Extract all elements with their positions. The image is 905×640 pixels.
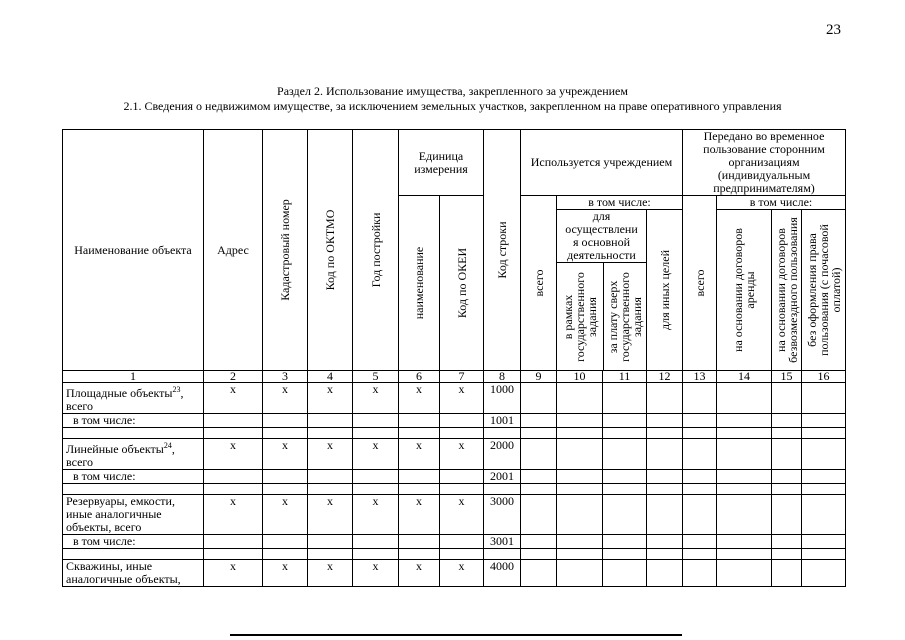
cell-x: x (204, 560, 263, 587)
cell-x: x (204, 495, 263, 535)
header-oktmo: Код по ОКТМО (308, 130, 353, 371)
header-line-code: Код строки (484, 130, 521, 371)
cell-x: x (399, 495, 440, 535)
cell-x: x (353, 560, 399, 587)
cell-x: x (440, 560, 484, 587)
header-unit: Единица измерения (399, 130, 484, 196)
col-num: 5 (353, 371, 399, 383)
table-row (63, 383, 846, 414)
cell-x: x (399, 560, 440, 587)
row-code: 1000 (484, 383, 521, 414)
header-unit-name: наименование (399, 196, 440, 371)
property-table (62, 129, 846, 587)
row-name: в том числе: (63, 470, 204, 484)
col-num: 12 (647, 371, 683, 383)
header-main-activity-group (557, 210, 647, 371)
table-row (63, 495, 846, 535)
table-row (63, 439, 846, 470)
col-num: 7 (440, 371, 484, 383)
header-used-incl: в том числе: (557, 196, 683, 210)
cell-x: x (353, 439, 399, 470)
header-address: Адрес (204, 130, 263, 371)
col-num: 3 (263, 371, 308, 383)
row-code: 3000 (484, 495, 521, 535)
page-number: 23 (826, 22, 841, 38)
header-transferred-incl: в том числе: (717, 196, 846, 210)
col-num: 14 (717, 371, 772, 383)
col-num: 11 (603, 371, 647, 383)
col-num: 10 (557, 371, 603, 383)
row-name: Линейные объекты$^{24}$, всего (63, 439, 204, 470)
cell-x: x (263, 495, 308, 535)
row-code: 2000 (484, 439, 521, 470)
row-name: в том числе: (63, 535, 204, 549)
col-num: 4 (308, 371, 353, 383)
table-row (63, 470, 846, 484)
cell-x: x (440, 439, 484, 470)
row-code: 4000 (484, 560, 521, 587)
subsection-title: 2.1. Сведения о недвижимом имуществе, за исключением земельных участков, закрепленном на праве оперативного управления (123, 99, 782, 113)
header-main-activity: для осуществлени я основной деятельности (557, 210, 646, 263)
header-transferred-total: всего (683, 196, 717, 371)
row-code: 1001 (484, 414, 521, 428)
cell-x: x (308, 439, 353, 470)
table-row (63, 414, 846, 428)
cell-x: x (440, 495, 484, 535)
col-num: 2 (204, 371, 263, 383)
col-num: 1 (63, 371, 204, 383)
row-name: Резервуары, емкости, иные аналогичные объекты, всего (63, 495, 204, 535)
row-code: 3001 (484, 535, 521, 549)
table-row (63, 535, 846, 549)
cell-x: x (308, 383, 353, 414)
cell-x: x (308, 495, 353, 535)
header-free-use: на основании договоров безвозмездного пользования (772, 210, 802, 371)
col-num: 15 (772, 371, 802, 383)
row-name: Скважины, иные аналогичные объекты, (63, 560, 204, 587)
header-name: Наименование объекта (63, 130, 204, 371)
cell-x: x (353, 495, 399, 535)
header-year: Год постройки (353, 130, 399, 371)
header-state-task: в рамках государственного задания (557, 263, 604, 370)
col-num: 9 (521, 371, 557, 383)
header-transferred: Передано во временное пользование сторонним организациям (индивидуальным предпринимателям) (683, 130, 846, 196)
header-okei: Код по ОКЕИ (440, 196, 484, 371)
header-used-total: всего (521, 196, 557, 371)
header-hourly: без оформления права пользования (с почасовой оплатой) (802, 210, 846, 371)
cell-x: x (399, 439, 440, 470)
cell-x: x (440, 383, 484, 414)
cell-x: x (263, 383, 308, 414)
cell-x: x (263, 560, 308, 587)
col-num: 6 (399, 371, 440, 383)
row-name: в том числе: (63, 414, 204, 428)
cell-x: x (204, 439, 263, 470)
header-used: Используется учреждением (521, 130, 683, 196)
cell-x: x (353, 383, 399, 414)
column-number-row (63, 371, 846, 383)
cell-x: x (263, 439, 308, 470)
cell-x: x (204, 383, 263, 414)
col-num: 16 (802, 371, 846, 383)
cell-x: x (308, 560, 353, 587)
table-row (63, 560, 846, 587)
col-num: 8 (484, 371, 521, 383)
header-lease: на основании договоров аренды (717, 210, 772, 371)
row-name: Площадные объекты$^{23}$, всего (63, 383, 204, 414)
header-cadastral: Кадастровый номер (263, 130, 308, 371)
header-other: для иных целей (647, 210, 683, 371)
row-code: 2001 (484, 470, 521, 484)
cell-x: x (399, 383, 440, 414)
col-num: 13 (683, 371, 717, 383)
footnote-rule (230, 634, 682, 636)
section-title: Раздел 2. Использование имущества, закрепленного за учреждением (277, 84, 628, 98)
header-paid-task: за плату сверх государственного задания (606, 271, 644, 362)
